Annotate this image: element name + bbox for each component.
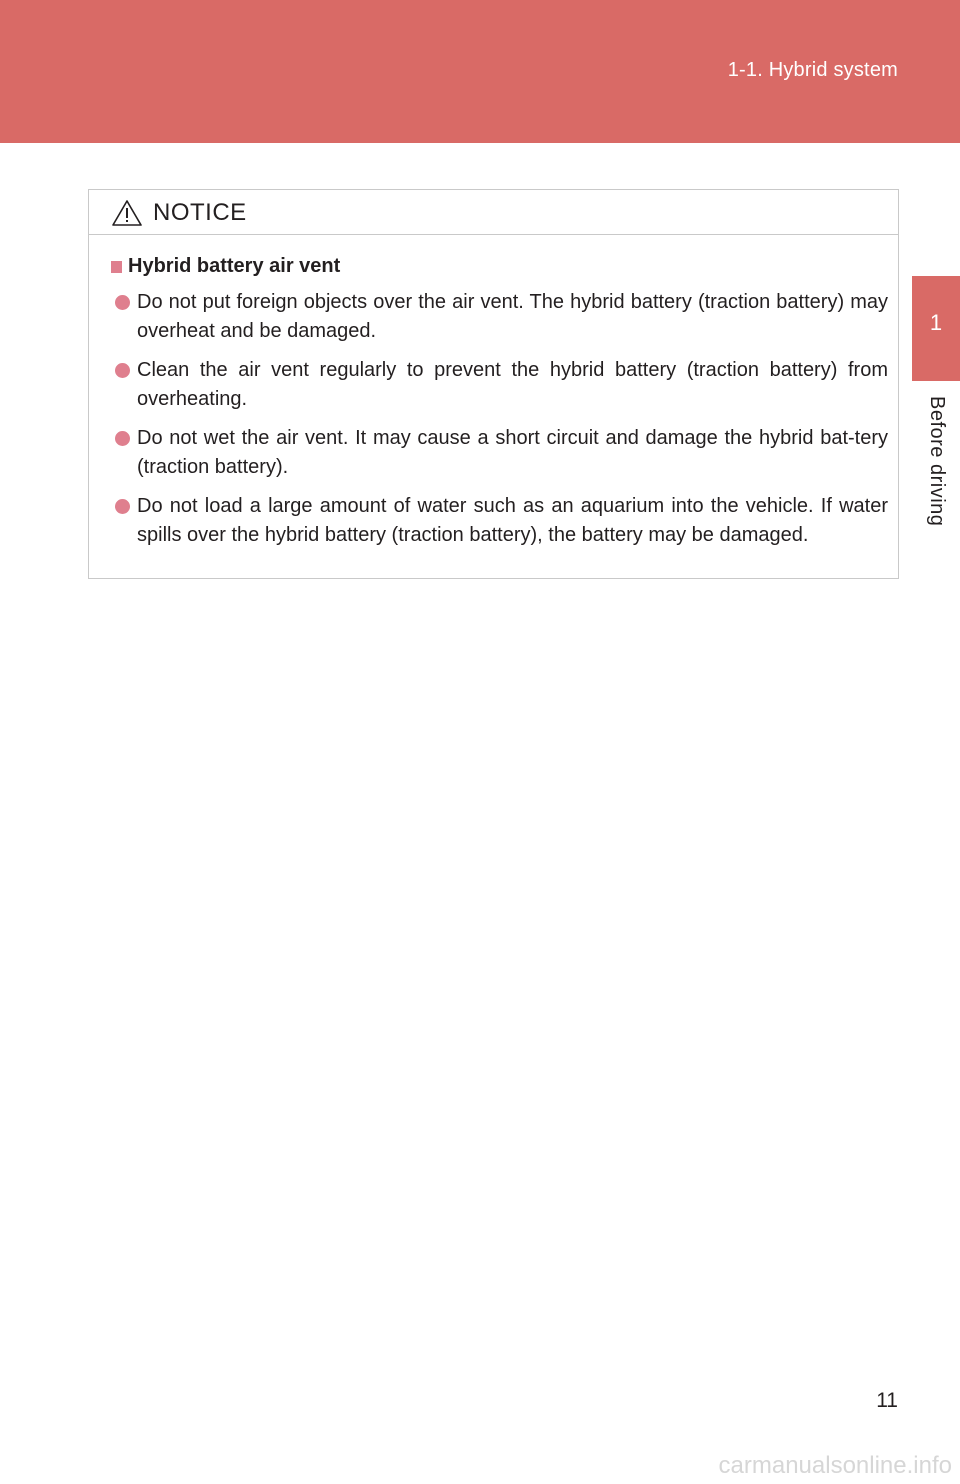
list-item bbox=[111, 356, 888, 414]
square-bullet-icon bbox=[111, 261, 122, 273]
warning-triangle-icon bbox=[111, 199, 143, 227]
section-title: 1-1. Hybrid system bbox=[727, 59, 898, 81]
section-heading-text: Hybrid battery air vent bbox=[128, 255, 341, 277]
list-item bbox=[111, 288, 888, 346]
circle-bullet-icon bbox=[115, 363, 130, 378]
section-heading bbox=[111, 255, 888, 278]
watermark[interactable]: carmanualsonline.info bbox=[718, 1452, 952, 1479]
list-item-text: Do not put foreign objects over the air vent. The hybrid battery (traction battery) may overheat and be damaged. bbox=[137, 291, 888, 342]
circle-bullet-icon bbox=[115, 431, 130, 446]
list-item bbox=[111, 492, 888, 550]
list-item-text: Do not load a large amount of water such as an aquarium into the vehicle. If water spills over the hybrid battery (traction battery), the battery may be damaged. bbox=[137, 495, 888, 546]
circle-bullet-icon bbox=[115, 499, 130, 514]
notice-body bbox=[89, 235, 898, 550]
list-item-text: Do not wet the air vent. It may cause a short circuit and damage the hybrid bat-tery (traction battery). bbox=[137, 427, 888, 478]
chapter-label: Before driving bbox=[926, 396, 948, 527]
circle-bullet-icon bbox=[115, 295, 130, 310]
notice-title: NOTICE bbox=[153, 199, 247, 226]
notice-box bbox=[88, 189, 899, 579]
chapter-number: 1 bbox=[929, 310, 943, 335]
notice-list bbox=[111, 288, 888, 550]
notice-header bbox=[89, 190, 898, 235]
list-item-text: Clean the air vent regularly to prevent the hybrid battery (traction battery) from overheating. bbox=[137, 359, 888, 410]
list-item bbox=[111, 424, 888, 482]
page-number: 11 bbox=[876, 1389, 898, 1412]
